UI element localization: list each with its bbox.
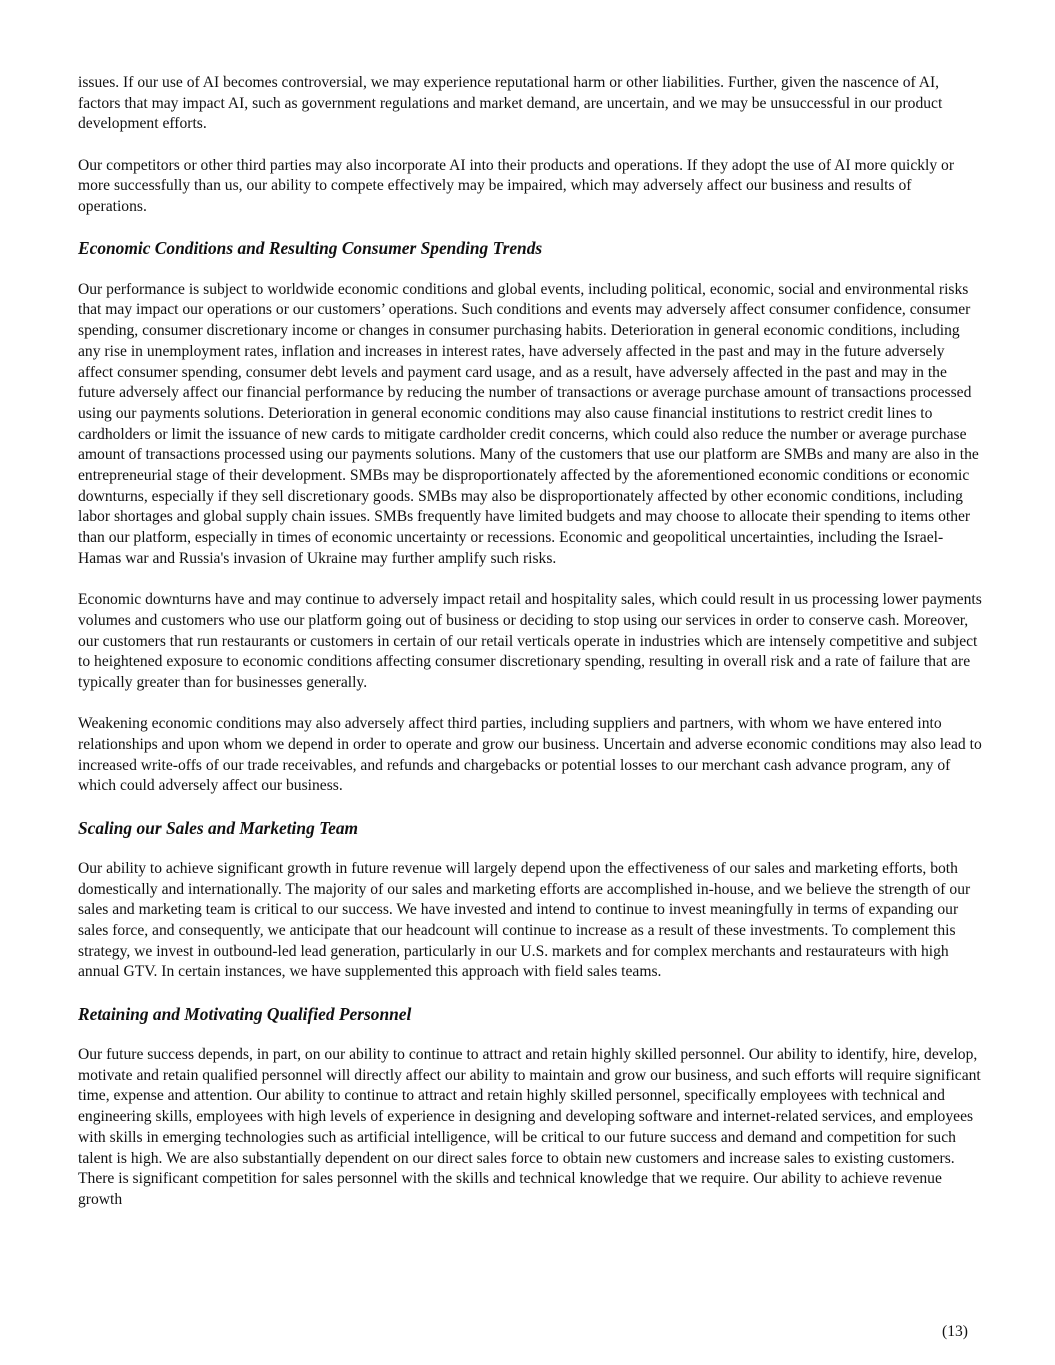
paragraph-economic-downturns: Economic downturns have and may continue to adversely impact retail and hospitality sales, which could result in us processing lower payments volumes and customers who use our platform going out of business or deciding to stop using our services in order to conserve cash. Moreover, our customers that run restaurants or customers in certain of our retail verticals operate in industries which are intensely competitive and subject to heightened exposure to economic conditions affecting consumer discretionary spending, resulting in overall risk and a rate of failure that are typically greater than for businesses generally.	[78, 591, 982, 691]
paragraph-sales-marketing: Our ability to achieve significant growth in future revenue will largely depend upon the effectiveness of our sales and marketing efforts, both domestically and internationally. The majority of our sales and marketing efforts are accomplished in-house, and we believe the strength of our sales and marketing team is critical to our success. We have invested and intend to continue to invest meaningfully in terms of expanding our sales force, and consequently, we anticipate that our headcount will continue to increase as a result of these investments. To complement this strategy, we invest in outbound-led lead generation, particularly in our U.S. markets and for complex merchants and restaurateurs with high annual GTV. In certain instances, we have supplemented this approach with field sales teams.	[78, 859, 971, 981]
paragraph-third-parties: Weakening economic conditions may also adversely affect third parties, including suppliers and partners, with whom we have entered into relationships and upon whom we depend in order to operate and grow our business. Uncertain and adverse economic conditions may also lead to increased write-offs of our trade receivables, and refunds and chargebacks or potential losses to our merchant cash advance program, any of which could adversely affect our business.	[78, 715, 982, 795]
section-heading-personnel: Retaining and Motivating Qualified Personnel	[78, 1003, 412, 1024]
section-heading-sales-marketing: Scaling our Sales and Marketing Team	[78, 817, 359, 838]
paragraph-ai-competitors: Our competitors or other third parties may also incorporate AI into their products and operations. If they adopt the use of AI more quickly or more successfully than us, our ability to compete effectively may be impaired, which may adversely affect our business and results of operations.	[78, 156, 955, 216]
paragraph-ai-uncertainty: issues. If our use of AI becomes controversial, we may experience reputational harm or other liabilities. Further, given the nascence of AI, factors that may impact AI, such as government regulations and market demand, are uncertain, and we may be unsuccessful in our product development efforts.	[78, 74, 943, 133]
section-heading-economic-conditions: Economic Conditions and Resulting Consumer Spending Trends	[78, 238, 543, 259]
paragraph-personnel: Our future success depends, in part, on our ability to continue to attract and retain highly skilled personnel. Our ability to identify, hire, develop, motivate and retain qualified personnel will directly affect our ability to maintain and grow our business, and such efforts will require significant time, expense and attention. Our ability to continue to attract and retain highly skilled personnel, specifically employees with technical and engineering skills, employees with high levels of experience in designing and developing software and internet-related services, and employees with skills in emerging technologies such as artificial intelligence, will be critical to our future success and demand and competition for such talent is high. We are also substantially dependent on our direct sales force to obtain new customers and increase sales to existing customers. There is significant competition for sales personnel with the skills and technical knowledge that we require. Our ability to achieve revenue growth	[78, 1046, 981, 1208]
document-page	[78, 73, 983, 1211]
paragraph-economic-performance: Our performance is subject to worldwide economic conditions and global events, including political, economic, social and environmental risks that may impact our operations or our customers’ operations. Such conditions and events may adversely affect consumer confidence, consumer spending, consumer discretionary income or changes in consumer purchasing habits. Deterioration in general economic conditions, including any rise in unemployment rates, inflation and increases in interest rates, have adversely affected in the past and may in the future adversely affect consumer spending, consumer debt levels and payment card usage, and as a result, have adversely affected in the past and may in the future adversely affect our financial performance by reducing the number of transactions or average purchase amount of transactions processed using our payments solutions. Deterioration in general economic conditions may also cause financial institutions to restrict credit lines to cardholders or limit the issuance of new cards to mitigate cardholder credit concerns, which could also reduce the number or average purchase amount of transactions processed using our payments solutions. Many of the customers that use our platform are SMBs and many are also in the entrepreneurial stage of their development. SMBs may be disproportionately affected by the aforementioned economic conditions or economic downturns, especially if they sell discretionary goods. SMBs may also be disproportionately affected by other economic conditions, including labor shortages and global supply chain issues. SMBs frequently have limited budgets and may choose to allocate their spending to items other than our platform, especially in times of economic uncertainty or recessions. Economic and geopolitical uncertainties, including the Israel-Hamas war and Russia's invasion of Ukraine may further amplify such risks.	[78, 280, 979, 567]
page-number: (13)	[942, 1323, 968, 1340]
